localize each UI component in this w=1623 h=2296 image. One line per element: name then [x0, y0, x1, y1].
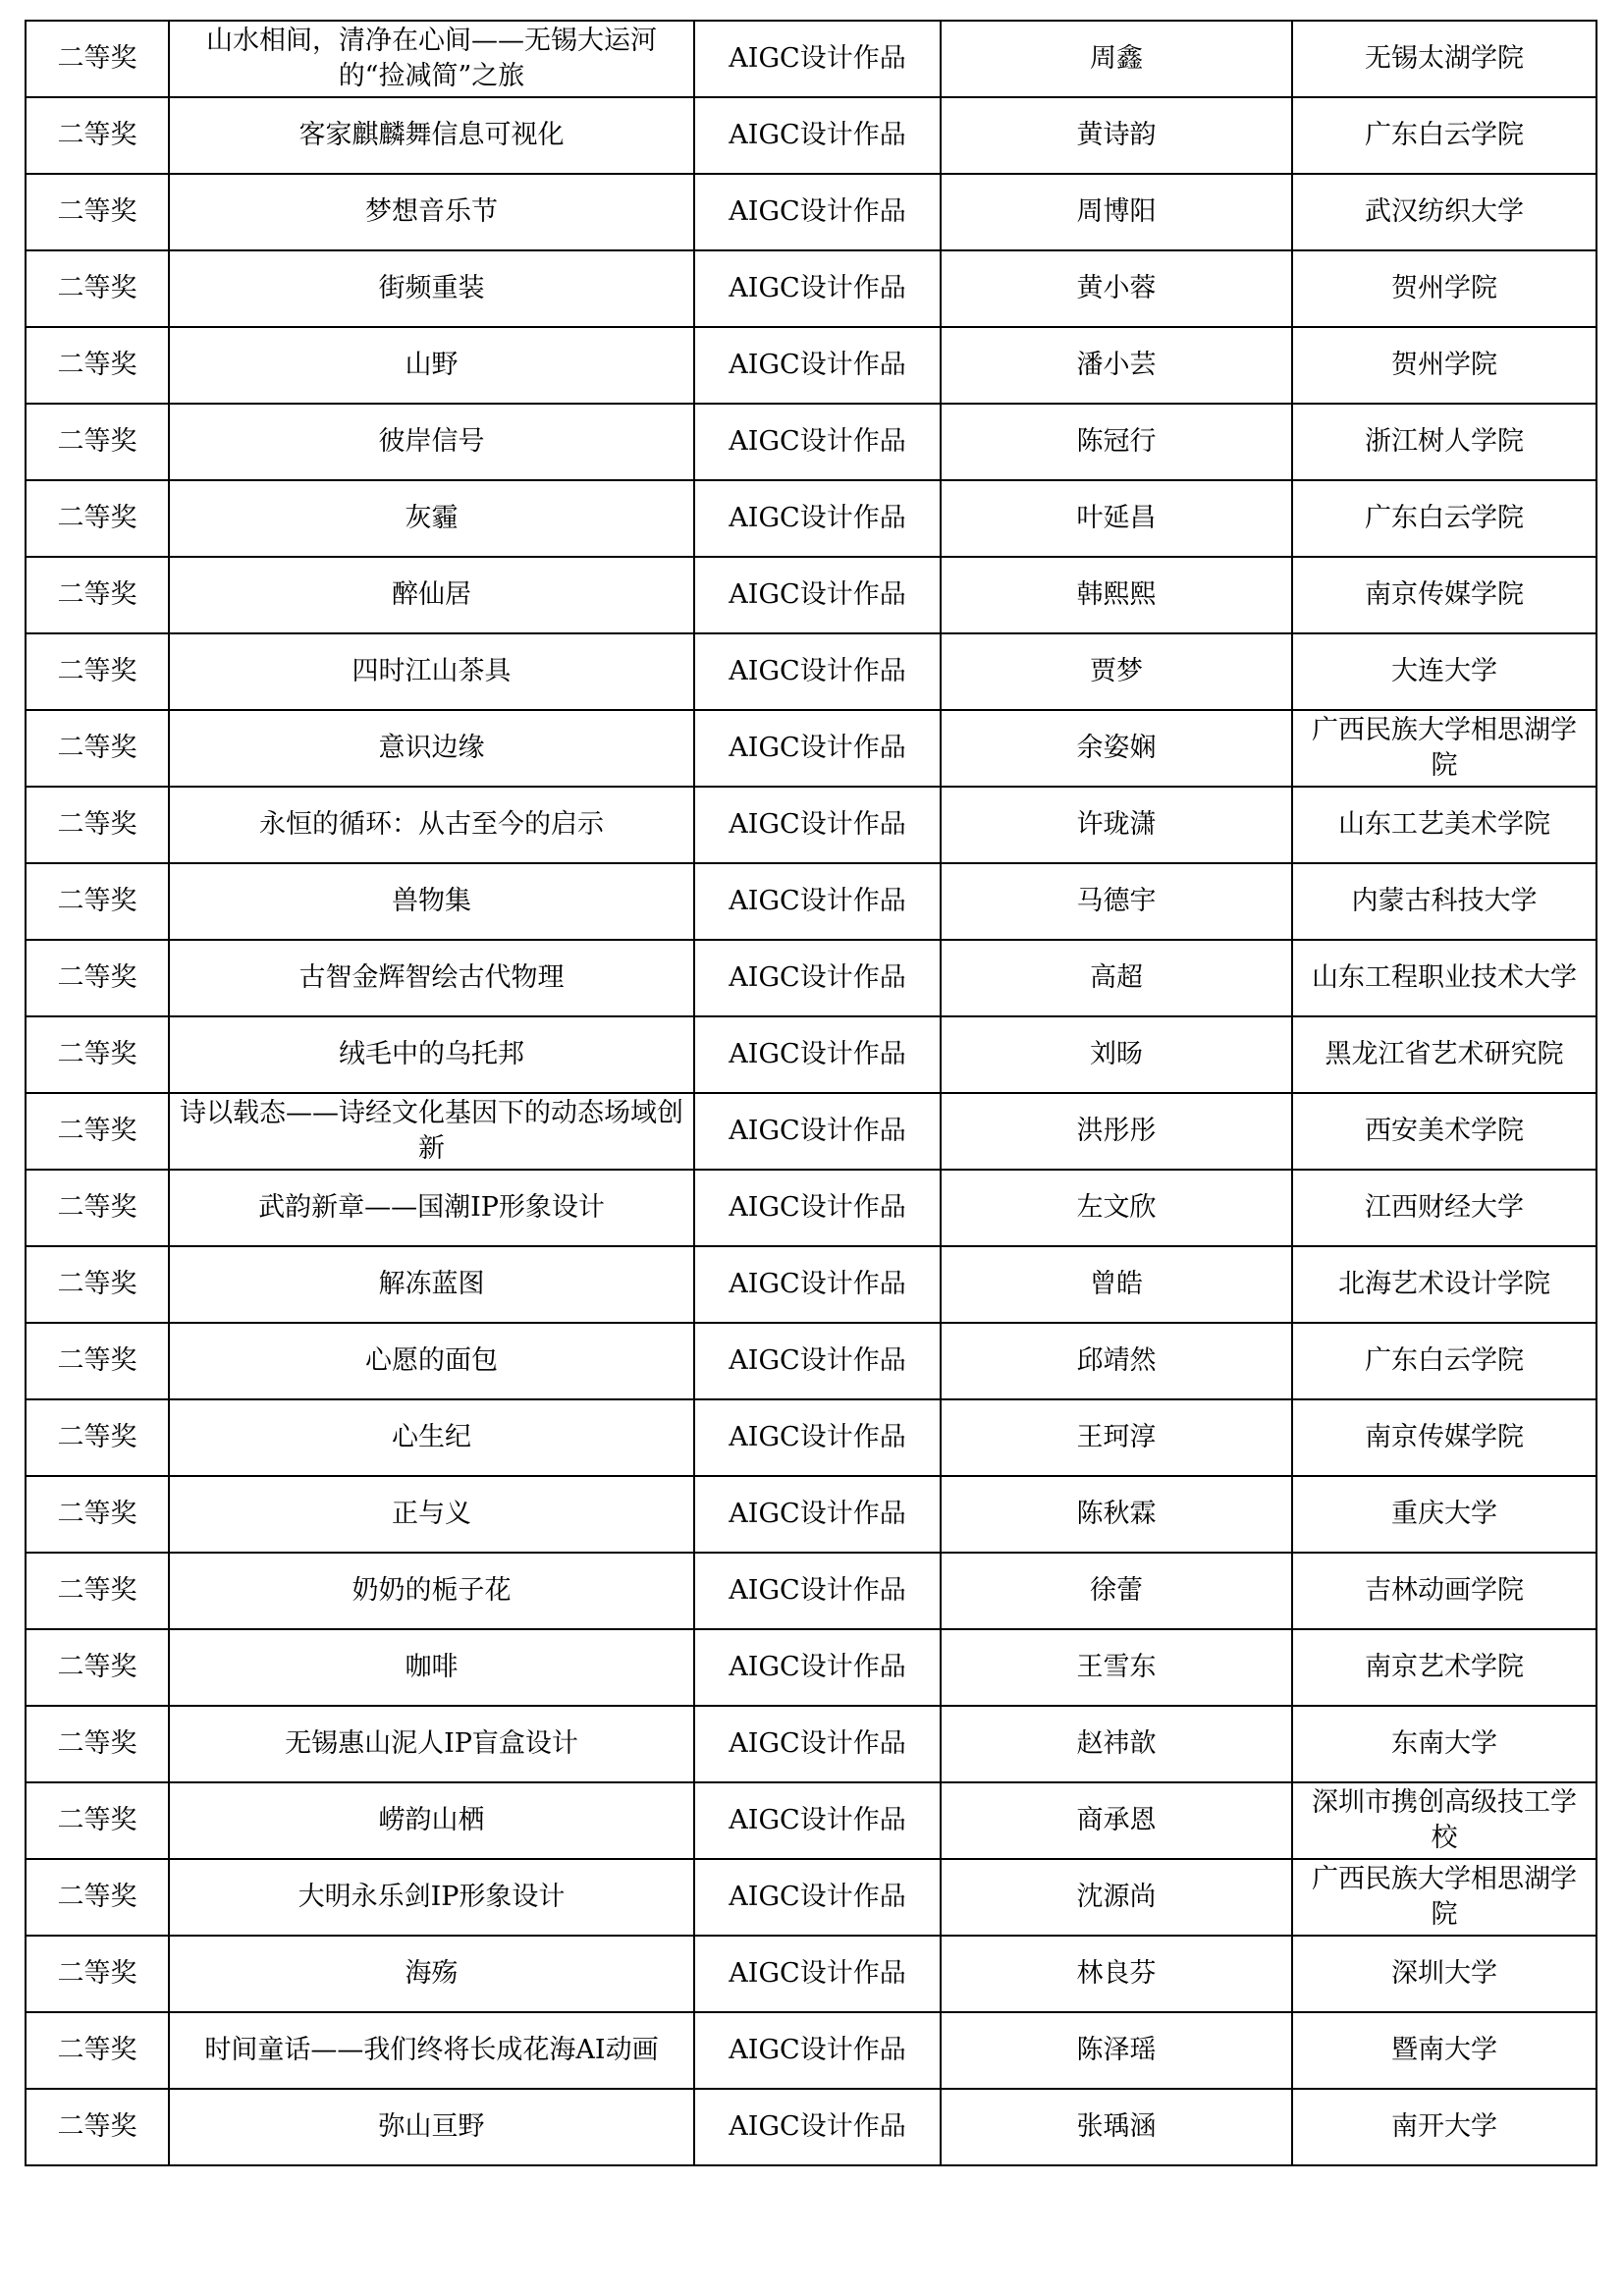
award-level-cell: 二等奖 [26, 557, 169, 633]
work-title-cell: 山野 [169, 327, 694, 404]
work-title-cell: 正与义 [169, 1476, 694, 1553]
table-row [26, 2012, 1596, 2089]
category-cell: AIGC设计作品 [694, 1170, 941, 1246]
category-cell: AIGC设计作品 [694, 1553, 941, 1629]
table-row [26, 557, 1596, 633]
category-cell: AIGC设计作品 [694, 1093, 941, 1170]
work-title-cell: 街频重装 [169, 250, 694, 327]
table-row [26, 1399, 1596, 1476]
award-level-cell: 二等奖 [26, 21, 169, 97]
work-title-cell: 四时江山茶具 [169, 633, 694, 710]
table-row [26, 1859, 1596, 1936]
award-level-cell: 二等奖 [26, 1936, 169, 2012]
school-cell: 贺州学院 [1292, 327, 1596, 404]
school-cell: 深圳市携创高级技工学校 [1292, 1782, 1596, 1859]
table-row [26, 327, 1596, 404]
school-cell: 南京传媒学院 [1292, 557, 1596, 633]
school-cell: 广东白云学院 [1292, 1323, 1596, 1399]
work-title-cell: 无锡惠山泥人IP盲盒设计 [169, 1706, 694, 1782]
category-cell: AIGC设计作品 [694, 480, 941, 557]
author-name-cell: 陈泽瑶 [941, 2012, 1292, 2089]
school-cell: 武汉纺织大学 [1292, 174, 1596, 250]
category-cell: AIGC设计作品 [694, 1706, 941, 1782]
school-cell: 江西财经大学 [1292, 1170, 1596, 1246]
author-name-cell: 左文欣 [941, 1170, 1292, 1246]
author-name-cell: 黄诗韵 [941, 97, 1292, 174]
award-level-cell: 二等奖 [26, 710, 169, 787]
author-name-cell: 潘小芸 [941, 327, 1292, 404]
category-cell: AIGC设计作品 [694, 1476, 941, 1553]
category-cell: AIGC设计作品 [694, 250, 941, 327]
author-name-cell: 商承恩 [941, 1782, 1292, 1859]
work-title-cell: 兽物集 [169, 863, 694, 940]
author-name-cell: 邱靖然 [941, 1323, 1292, 1399]
work-title-cell: 梦想音乐节 [169, 174, 694, 250]
table-row [26, 97, 1596, 174]
award-level-cell: 二等奖 [26, 480, 169, 557]
work-title-cell: 永恒的循环：从古至今的启示 [169, 787, 694, 863]
work-title-cell: 意识边缘 [169, 710, 694, 787]
award-level-cell: 二等奖 [26, 1170, 169, 1246]
category-cell: AIGC设计作品 [694, 327, 941, 404]
award-level-cell: 二等奖 [26, 2089, 169, 2165]
award-level-cell: 二等奖 [26, 1399, 169, 1476]
table-row [26, 940, 1596, 1016]
category-cell: AIGC设计作品 [694, 1782, 941, 1859]
school-cell: 南京传媒学院 [1292, 1399, 1596, 1476]
author-name-cell: 曾皓 [941, 1246, 1292, 1323]
work-title-cell: 奶奶的栀子花 [169, 1553, 694, 1629]
award-level-cell: 二等奖 [26, 404, 169, 480]
author-name-cell: 陈秋霖 [941, 1476, 1292, 1553]
category-cell: AIGC设计作品 [694, 1246, 941, 1323]
award-level-cell: 二等奖 [26, 1553, 169, 1629]
school-cell: 南开大学 [1292, 2089, 1596, 2165]
school-cell: 黑龙江省艺术研究院 [1292, 1016, 1596, 1093]
table-row [26, 1936, 1596, 2012]
award-level-cell: 二等奖 [26, 940, 169, 1016]
award-level-cell: 二等奖 [26, 1629, 169, 1706]
author-name-cell: 贾梦 [941, 633, 1292, 710]
author-name-cell: 赵祎歆 [941, 1706, 1292, 1782]
author-name-cell: 张瑀涵 [941, 2089, 1292, 2165]
category-cell: AIGC设计作品 [694, 863, 941, 940]
work-title-cell: 山水相间，清净在心间——无锡大运河的“捡减简”之旅 [169, 21, 694, 97]
table-row [26, 174, 1596, 250]
table-row [26, 1476, 1596, 1553]
award-level-cell: 二等奖 [26, 1323, 169, 1399]
school-cell: 暨南大学 [1292, 2012, 1596, 2089]
award-level-cell: 二等奖 [26, 327, 169, 404]
table-row [26, 1323, 1596, 1399]
work-title-cell: 解冻蓝图 [169, 1246, 694, 1323]
school-cell: 广西民族大学相思湖学院 [1292, 1859, 1596, 1936]
author-name-cell: 叶延昌 [941, 480, 1292, 557]
category-cell: AIGC设计作品 [694, 1936, 941, 2012]
school-cell: 大连大学 [1292, 633, 1596, 710]
author-name-cell: 陈冠行 [941, 404, 1292, 480]
school-cell: 浙江树人学院 [1292, 404, 1596, 480]
category-cell: AIGC设计作品 [694, 21, 941, 97]
category-cell: AIGC设计作品 [694, 710, 941, 787]
author-name-cell: 韩熙熙 [941, 557, 1292, 633]
school-cell: 内蒙古科技大学 [1292, 863, 1596, 940]
award-level-cell: 二等奖 [26, 1246, 169, 1323]
award-level-cell: 二等奖 [26, 97, 169, 174]
author-name-cell: 马德宇 [941, 863, 1292, 940]
category-cell: AIGC设计作品 [694, 2089, 941, 2165]
category-cell: AIGC设计作品 [694, 2012, 941, 2089]
table-row [26, 1782, 1596, 1859]
work-title-cell: 弥山亘野 [169, 2089, 694, 2165]
award-level-cell: 二等奖 [26, 250, 169, 327]
author-name-cell: 林良芬 [941, 1936, 1292, 2012]
work-title-cell: 崂韵山栖 [169, 1782, 694, 1859]
table-row [26, 1170, 1596, 1246]
award-level-cell: 二等奖 [26, 2012, 169, 2089]
table-row [26, 2089, 1596, 2165]
category-cell: AIGC设计作品 [694, 1629, 941, 1706]
table-row [26, 787, 1596, 863]
school-cell: 广东白云学院 [1292, 480, 1596, 557]
award-level-cell: 二等奖 [26, 863, 169, 940]
work-title-cell: 诗以载态——诗经文化基因下的动态场域创新 [169, 1093, 694, 1170]
table-row [26, 1706, 1596, 1782]
author-name-cell: 徐蕾 [941, 1553, 1292, 1629]
award-level-cell: 二等奖 [26, 787, 169, 863]
category-cell: AIGC设计作品 [694, 557, 941, 633]
award-list-table [25, 20, 1597, 2166]
table-row [26, 21, 1596, 97]
category-cell: AIGC设计作品 [694, 1859, 941, 1936]
school-cell: 无锡太湖学院 [1292, 21, 1596, 97]
author-name-cell: 沈源尚 [941, 1859, 1292, 1936]
school-cell: 东南大学 [1292, 1706, 1596, 1782]
table-row [26, 480, 1596, 557]
award-table-body [26, 21, 1596, 2165]
author-name-cell: 王雪东 [941, 1629, 1292, 1706]
school-cell: 北海艺术设计学院 [1292, 1246, 1596, 1323]
table-row [26, 710, 1596, 787]
work-title-cell: 醉仙居 [169, 557, 694, 633]
category-cell: AIGC设计作品 [694, 787, 941, 863]
school-cell: 南京艺术学院 [1292, 1629, 1596, 1706]
award-level-cell: 二等奖 [26, 1476, 169, 1553]
category-cell: AIGC设计作品 [694, 174, 941, 250]
work-title-cell: 时间童话——我们终将长成花海AI动画 [169, 2012, 694, 2089]
author-name-cell: 周鑫 [941, 21, 1292, 97]
table-row [26, 250, 1596, 327]
award-level-cell: 二等奖 [26, 633, 169, 710]
category-cell: AIGC设计作品 [694, 1399, 941, 1476]
category-cell: AIGC设计作品 [694, 1016, 941, 1093]
work-title-cell: 咖啡 [169, 1629, 694, 1706]
work-title-cell: 心愿的面包 [169, 1323, 694, 1399]
work-title-cell: 彼岸信号 [169, 404, 694, 480]
table-row [26, 1553, 1596, 1629]
award-level-cell: 二等奖 [26, 1782, 169, 1859]
table-row [26, 633, 1596, 710]
author-name-cell: 黄小蓉 [941, 250, 1292, 327]
award-level-cell: 二等奖 [26, 1016, 169, 1093]
author-name-cell: 周博阳 [941, 174, 1292, 250]
work-title-cell: 大明永乐剑IP形象设计 [169, 1859, 694, 1936]
author-name-cell: 王珂淳 [941, 1399, 1292, 1476]
work-title-cell: 心生纪 [169, 1399, 694, 1476]
school-cell: 山东工程职业技术大学 [1292, 940, 1596, 1016]
category-cell: AIGC设计作品 [694, 940, 941, 1016]
author-name-cell: 高超 [941, 940, 1292, 1016]
award-level-cell: 二等奖 [26, 174, 169, 250]
school-cell: 重庆大学 [1292, 1476, 1596, 1553]
work-title-cell: 古智金辉智绘古代物理 [169, 940, 694, 1016]
work-title-cell: 客家麒麟舞信息可视化 [169, 97, 694, 174]
school-cell: 广西民族大学相思湖学院 [1292, 710, 1596, 787]
school-cell: 深圳大学 [1292, 1936, 1596, 2012]
category-cell: AIGC设计作品 [694, 97, 941, 174]
author-name-cell: 洪彤彤 [941, 1093, 1292, 1170]
category-cell: AIGC设计作品 [694, 633, 941, 710]
author-name-cell: 刘旸 [941, 1016, 1292, 1093]
work-title-cell: 武韵新章——国潮IP形象设计 [169, 1170, 694, 1246]
award-level-cell: 二等奖 [26, 1706, 169, 1782]
school-cell: 吉林动画学院 [1292, 1553, 1596, 1629]
table-row [26, 404, 1596, 480]
school-cell: 西安美术学院 [1292, 1093, 1596, 1170]
author-name-cell: 许珑潇 [941, 787, 1292, 863]
table-row [26, 863, 1596, 940]
table-row [26, 1629, 1596, 1706]
category-cell: AIGC设计作品 [694, 404, 941, 480]
award-level-cell: 二等奖 [26, 1859, 169, 1936]
school-cell: 贺州学院 [1292, 250, 1596, 327]
award-level-cell: 二等奖 [26, 1093, 169, 1170]
school-cell: 广东白云学院 [1292, 97, 1596, 174]
author-name-cell: 余姿娴 [941, 710, 1292, 787]
table-row [26, 1093, 1596, 1170]
category-cell: AIGC设计作品 [694, 1323, 941, 1399]
work-title-cell: 灰霾 [169, 480, 694, 557]
work-title-cell: 绒毛中的乌托邦 [169, 1016, 694, 1093]
work-title-cell: 海殇 [169, 1936, 694, 2012]
table-row [26, 1246, 1596, 1323]
table-row [26, 1016, 1596, 1093]
school-cell: 山东工艺美术学院 [1292, 787, 1596, 863]
